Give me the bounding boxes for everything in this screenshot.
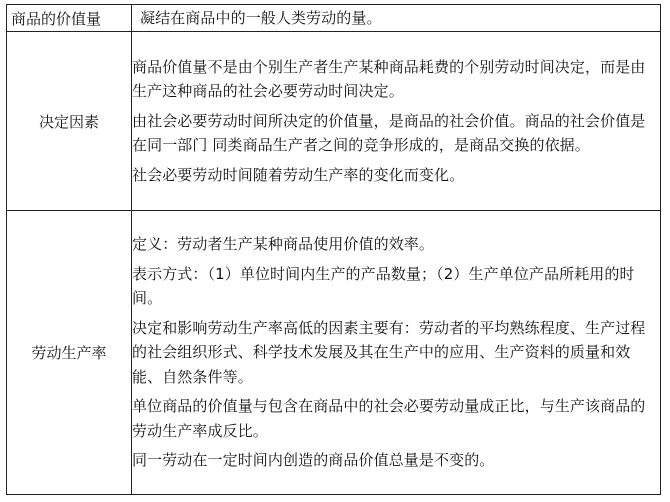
table-row-determining-factors	[7, 32, 661, 211]
term-label: 商品的价值量	[11, 9, 102, 28]
term-cell	[7, 211, 132, 495]
description-paragraph: 单位商品的价值量与包含在商品中的社会必要劳动量成正比，与生产该商品的劳动生产率成反比。	[132, 397, 646, 440]
term-cell	[7, 32, 132, 211]
description-paragraph: 表示方式：（1）单位时间内生产的产品数量；（2）生产单位产品所耗用的时间。	[132, 264, 635, 308]
description-paragraph: 社会必要劳动时间随着劳动生产率的变化而变化。	[132, 165, 465, 184]
term-label: 决定因素	[38, 112, 99, 131]
concept-table	[6, 4, 661, 495]
table-row-labor-productivity	[7, 211, 661, 495]
description-paragraph: 同一劳动在一定时间内创造的商品价值总量是不变的。	[132, 451, 495, 470]
description-cell	[132, 5, 661, 32]
description-paragraph: 商品价值量不是由个别生产者生产某种商品耗费的个别劳动时间决定，而是由生产这种商品的社会必要劳动时间决定。	[132, 57, 646, 101]
description-cell	[132, 32, 661, 211]
description-paragraph: 由社会必要劳动时间所决定的价值量，是商品的社会价值。商品的社会价值是在同一部门 同类商品生产者之间的竞争形成的，是商品交换的依据。	[132, 111, 646, 155]
description-paragraph: 定义：劳动者生产某种商品使用价值的效率。	[132, 235, 435, 254]
table-row-value-magnitude	[7, 5, 661, 32]
description-paragraph: 决定和影响劳动生产率高低的因素主要有：劳动者的平均熟练程度、生产过程的社会组织形式、科学技术发展及其在生产中的应用、生产资料的质量和效能、自然条件等。	[132, 318, 646, 386]
term-cell	[7, 5, 132, 32]
description-cell	[132, 211, 661, 495]
description-paragraph: 凝结在商品中的一般人类劳动的量。	[140, 8, 382, 27]
term-label: 劳动生产率	[31, 344, 107, 362]
